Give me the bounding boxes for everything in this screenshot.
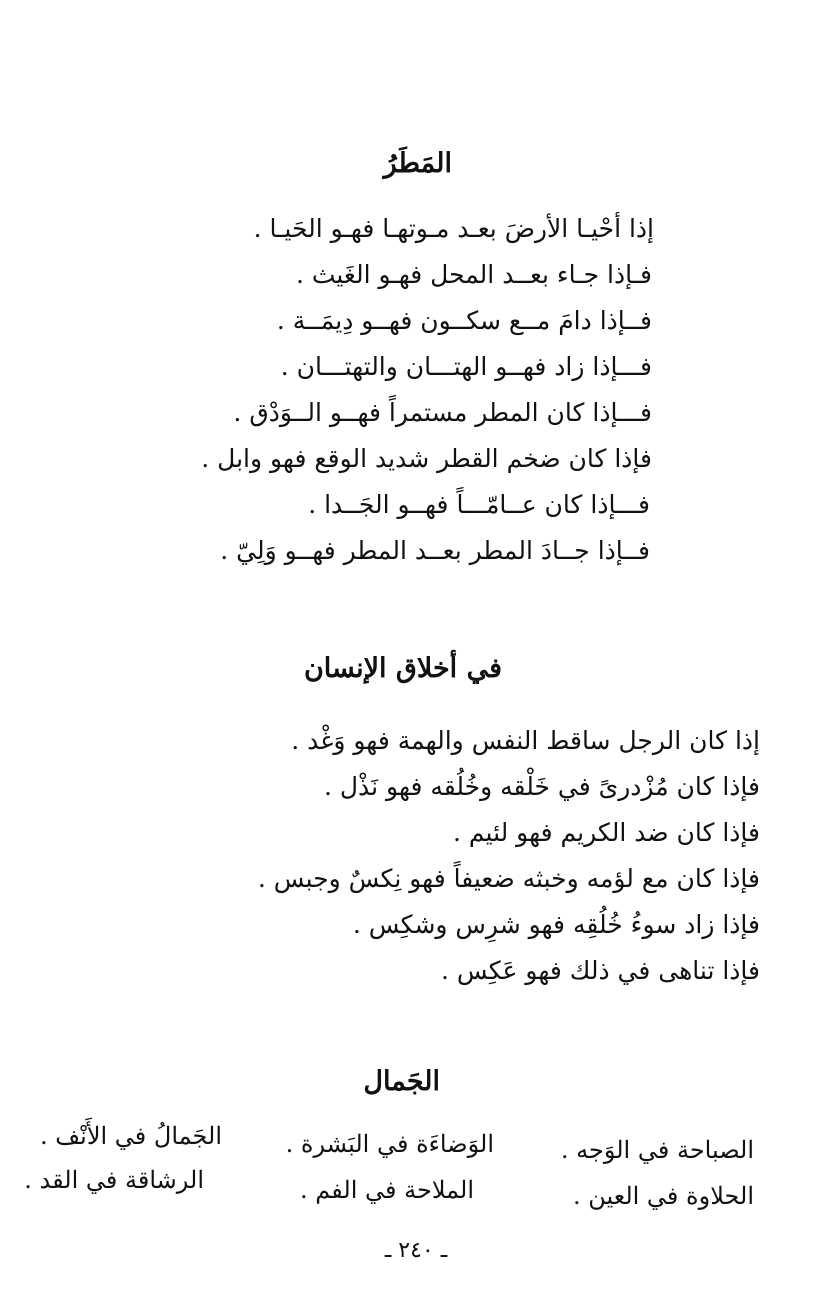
morals-line: إذا كان الرجل ساقط النفس والهمة فهو وَغْد . <box>291 726 760 755</box>
beauty-item: الرشاقة في القد . <box>24 1166 204 1194</box>
beauty-section-title: الجَمال <box>363 1066 440 1097</box>
rain-line: فــإذا دامَ مــع سكــون فهــو دِيمَــة . <box>276 306 652 335</box>
page-number: ـ ٢٤٠ ـ <box>384 1238 448 1263</box>
rain-line: فـإذا جـاء بعــد المحل فهـو الغَيث . <box>295 260 652 289</box>
morals-section-title: في أخلاق الإنسان <box>303 653 502 684</box>
beauty-item: الصباحة في الوَجه . <box>560 1136 754 1164</box>
rain-line: فــإذا جــادَ المطر بعــد المطر فهــو وَلِيّ . <box>220 536 650 565</box>
rain-line: فـــإذا زاد فهــو الهتـــان والتهتـــان . <box>280 352 652 381</box>
rain-line: فـــإذا كان عــامّـــاً فهــو الجَــدا . <box>308 490 650 519</box>
morals-line: فإذا تناهى في ذلك فهو عَكِس . <box>440 956 760 985</box>
beauty-item: الوَضاءَة في البَشرة . <box>285 1130 494 1158</box>
morals-line: فإذا كان مع لؤمه وخبثه ضعيفاً فهو نِكسٌ وجبس . <box>257 864 760 893</box>
beauty-item: الحلاوة في العين . <box>572 1182 754 1210</box>
rain-line: فـــإذا كان المطر مستمراً فهــو الــوَدْق . <box>233 398 652 427</box>
morals-line: فإذا زاد سوءُ خُلُقِه فهو شرِس وشكِس . <box>352 910 760 939</box>
morals-line: فإذا كان مُزْدرىً في خَلْقه وخُلُقه فهو نَذْل . <box>323 772 760 801</box>
beauty-item: الملاحة في الفم . <box>300 1176 474 1204</box>
beauty-item: الجَمالُ في الأَنْف . <box>40 1122 222 1150</box>
morals-line: فإذا كان ضد الكريم فهو لئيم . <box>453 818 760 847</box>
rain-line: إذا أحْيـا الأرضَ بعـد مـوتهـا فهـو الحَيـا . <box>253 214 654 243</box>
rain-section-title: المَطَرُ <box>383 148 452 179</box>
rain-line: فإذا كان ضخم القطر شديد الوقع فهو وابل . <box>201 444 652 473</box>
